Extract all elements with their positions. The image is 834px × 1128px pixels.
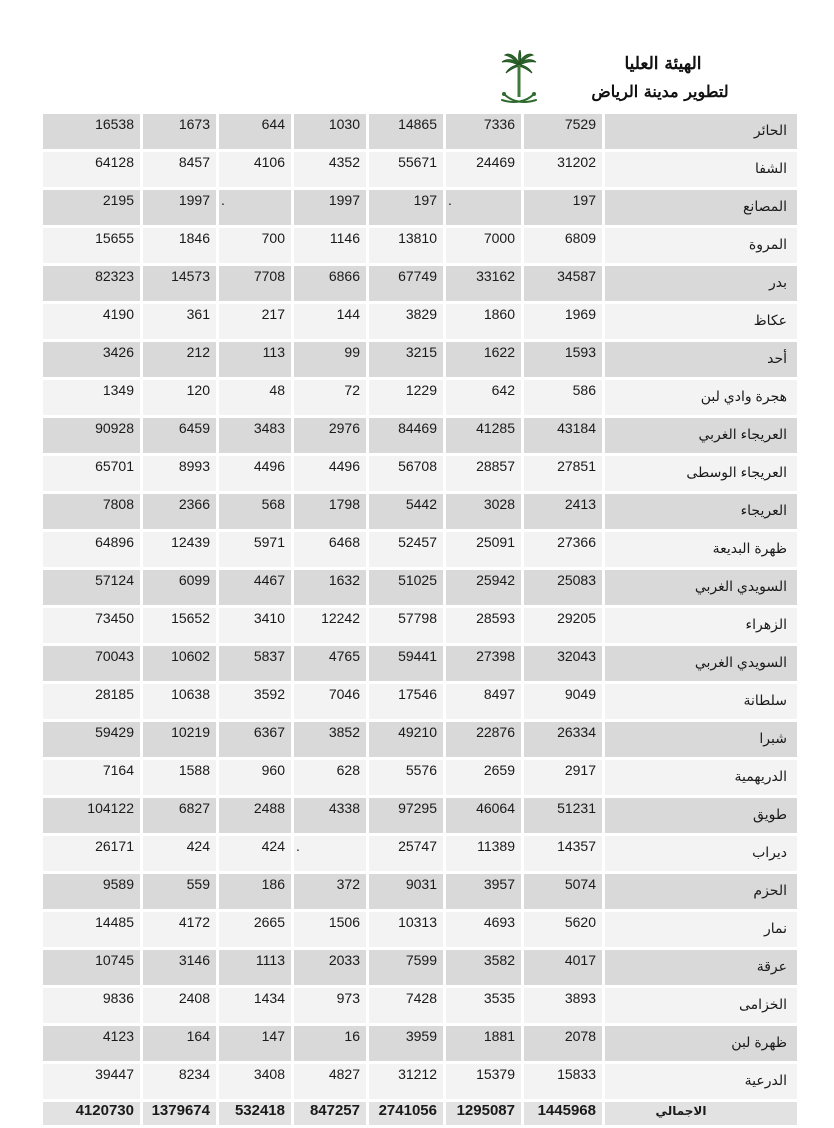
cell-value: 8497 (446, 684, 521, 719)
cell-value: 28593 (446, 608, 521, 643)
cell-value: 15655 (43, 228, 140, 263)
logo-title-line2: لتطوير مدينة الرياض (591, 82, 729, 101)
cell-value: 64128 (43, 152, 140, 187)
cell-value: 4352 (294, 152, 366, 187)
district-name: الحزم (605, 874, 797, 909)
cell-value: 59441 (369, 646, 443, 681)
cell-value: 9031 (369, 874, 443, 909)
district-name: شبرا (605, 722, 797, 757)
table-row (43, 760, 797, 795)
cell-value: 2665 (219, 912, 291, 947)
district-name: المروة (605, 228, 797, 263)
cell-value: 31212 (369, 1064, 443, 1099)
table-row (43, 912, 797, 947)
cell-value: 11389 (446, 836, 521, 871)
cell-value: 39447 (43, 1064, 140, 1099)
cell-value: 10638 (143, 684, 216, 719)
cell-value: 70043 (43, 646, 140, 681)
cell-value: 14357 (524, 836, 602, 871)
table-row (43, 608, 797, 643)
cell-value: 7808 (43, 494, 140, 529)
cell-value: 1673 (143, 114, 216, 149)
cell-value: 34587 (524, 266, 602, 301)
cell-value: 3535 (446, 988, 521, 1023)
table-row (43, 722, 797, 757)
cell-value: 4827 (294, 1064, 366, 1099)
table-row (43, 1026, 797, 1061)
table-row (43, 836, 797, 871)
cell-value: 4338 (294, 798, 366, 833)
district-name: عرقة (605, 950, 797, 985)
cell-value: 4496 (294, 456, 366, 491)
cell-value: 10313 (369, 912, 443, 947)
cell-value: 72 (294, 380, 366, 415)
cell-value: 6459 (143, 418, 216, 453)
cell-value: 1846 (143, 228, 216, 263)
cell-value: 26171 (43, 836, 140, 871)
cell-value: 28185 (43, 684, 140, 719)
cell-value: 27398 (446, 646, 521, 681)
cell-value: 7164 (43, 760, 140, 795)
cell-value: 4467 (219, 570, 291, 605)
cell-value: 4496 (219, 456, 291, 491)
cell-value: 10602 (143, 646, 216, 681)
cell-value: 15833 (524, 1064, 602, 1099)
cell-value: 6367 (219, 722, 291, 757)
cell-value: 28857 (446, 456, 521, 491)
cell-value: 13810 (369, 228, 443, 263)
cell-value: 104122 (43, 798, 140, 833)
cell-value: 372 (294, 874, 366, 909)
cell-value: 57124 (43, 570, 140, 605)
table-row (43, 418, 797, 453)
cell-value: 7708 (219, 266, 291, 301)
cell-value: 46064 (446, 798, 521, 833)
cell-value: 51025 (369, 570, 443, 605)
cell-value: 6468 (294, 532, 366, 567)
table-row (43, 380, 797, 415)
cell-value: 1881 (446, 1026, 521, 1061)
cell-value: 4190 (43, 304, 140, 339)
cell-value: 33162 (446, 266, 521, 301)
cell-value: 4172 (143, 912, 216, 947)
cell-value: 2033 (294, 950, 366, 985)
cell-value: 147 (219, 1026, 291, 1061)
cell-value: 26334 (524, 722, 602, 757)
district-name: ديراب (605, 836, 797, 871)
table-row (43, 874, 797, 909)
cell-value: 32043 (524, 646, 602, 681)
cell-value: 120 (143, 380, 216, 415)
cell-value: 1632 (294, 570, 366, 605)
cell-value: 5442 (369, 494, 443, 529)
district-name: الشفا (605, 152, 797, 187)
cell-value: 82323 (43, 266, 140, 301)
cell-value: 99 (294, 342, 366, 377)
total-label: الاجمالي (605, 1102, 797, 1125)
cell-value: 644 (219, 114, 291, 149)
cell-value: 847257 (294, 1102, 366, 1125)
cell-value: 8234 (143, 1064, 216, 1099)
cell-value: 144 (294, 304, 366, 339)
cell-value: 3582 (446, 950, 521, 985)
cell-value: 15652 (143, 608, 216, 643)
district-name: العريجاء الوسطى (605, 456, 797, 491)
cell-value: 5837 (219, 646, 291, 681)
table-row (43, 228, 797, 263)
district-name: ظهرة البديعة (605, 532, 797, 567)
district-name: الخزامى (605, 988, 797, 1023)
cell-value: 67749 (369, 266, 443, 301)
cell-value: 3829 (369, 304, 443, 339)
table-row (43, 114, 797, 149)
cell-value: 9836 (43, 988, 140, 1023)
logo-title-line1: الهيئة العليا (624, 54, 702, 74)
cell-value: 25083 (524, 570, 602, 605)
cell-value: 31202 (524, 152, 602, 187)
cell-value: 4765 (294, 646, 366, 681)
statistics-table (40, 111, 800, 1128)
cell-value: 197 (524, 190, 602, 225)
cell-value: 49210 (369, 722, 443, 757)
cell-value: 532418 (219, 1102, 291, 1125)
cell-value: 1969 (524, 304, 602, 339)
table-row (43, 190, 797, 225)
cell-value: 1997 (143, 190, 216, 225)
cell-value: . (219, 190, 291, 225)
district-name: الدريهمية (605, 760, 797, 795)
cell-value: 25942 (446, 570, 521, 605)
district-name: السويدي الغربي (605, 570, 797, 605)
cell-value: 12439 (143, 532, 216, 567)
cell-value: 5576 (369, 760, 443, 795)
district-name: عكاظ (605, 304, 797, 339)
cell-value: 7599 (369, 950, 443, 985)
table-row (43, 342, 797, 377)
cell-value: 186 (219, 874, 291, 909)
cell-value: 65701 (43, 456, 140, 491)
cell-value: 1798 (294, 494, 366, 529)
cell-value: 48 (219, 380, 291, 415)
cell-value: 1588 (143, 760, 216, 795)
cell-value: 3957 (446, 874, 521, 909)
cell-value: 960 (219, 760, 291, 795)
cell-value: 14865 (369, 114, 443, 149)
cell-value: 6866 (294, 266, 366, 301)
cell-value: 10745 (43, 950, 140, 985)
table-row (43, 798, 797, 833)
cell-value: 1445968 (524, 1102, 602, 1125)
cell-value: 1997 (294, 190, 366, 225)
cell-value: 1113 (219, 950, 291, 985)
cell-value: 8993 (143, 456, 216, 491)
table-row (43, 570, 797, 605)
cell-value: 700 (219, 228, 291, 263)
cell-value: 6827 (143, 798, 216, 833)
cell-value: 90928 (43, 418, 140, 453)
district-name: الزهراء (605, 608, 797, 643)
cell-value: 3592 (219, 684, 291, 719)
cell-value: 2659 (446, 760, 521, 795)
cell-value: 1229 (369, 380, 443, 415)
palm-swords-emblem-icon (498, 50, 540, 110)
district-name: الحائر (605, 114, 797, 149)
cell-value: 3483 (219, 418, 291, 453)
cell-value: 59429 (43, 722, 140, 757)
table-row (43, 646, 797, 681)
district-name: هجرة وادي لبن (605, 380, 797, 415)
cell-value: 7428 (369, 988, 443, 1023)
table-row (43, 304, 797, 339)
cell-value: 3410 (219, 608, 291, 643)
cell-value: 57798 (369, 608, 443, 643)
cell-value: 1593 (524, 342, 602, 377)
cell-value: 1434 (219, 988, 291, 1023)
cell-value: 14485 (43, 912, 140, 947)
cell-value: 73450 (43, 608, 140, 643)
district-name: ظهرة لبن (605, 1026, 797, 1061)
cell-value: 8457 (143, 152, 216, 187)
cell-value: 1030 (294, 114, 366, 149)
cell-value: 2488 (219, 798, 291, 833)
cell-value: 1146 (294, 228, 366, 263)
cell-value: 197 (369, 190, 443, 225)
cell-value: 43184 (524, 418, 602, 453)
table-row (43, 950, 797, 985)
authority-logo (498, 50, 788, 110)
cell-value: 7529 (524, 114, 602, 149)
cell-value: 29205 (524, 608, 602, 643)
cell-value: 424 (143, 836, 216, 871)
cell-value: 2413 (524, 494, 602, 529)
cell-value: 212 (143, 342, 216, 377)
cell-value: 1295087 (446, 1102, 521, 1125)
table-row (43, 988, 797, 1023)
cell-value: 51231 (524, 798, 602, 833)
table-row (43, 494, 797, 529)
cell-value: 16 (294, 1026, 366, 1061)
cell-value: 2741056 (369, 1102, 443, 1125)
cell-value: 84469 (369, 418, 443, 453)
cell-value: 1349 (43, 380, 140, 415)
cell-value: 27851 (524, 456, 602, 491)
cell-value: . (294, 836, 366, 871)
cell-value: 9589 (43, 874, 140, 909)
cell-value: 41285 (446, 418, 521, 453)
cell-value: 4123 (43, 1026, 140, 1061)
cell-value: 642 (446, 380, 521, 415)
cell-value: 5971 (219, 532, 291, 567)
cell-value: 113 (219, 342, 291, 377)
district-name: أحد (605, 342, 797, 377)
district-name: السويدي الغربي (605, 646, 797, 681)
cell-value: 2408 (143, 988, 216, 1023)
district-name: الدرعية (605, 1064, 797, 1099)
cell-value: 3426 (43, 342, 140, 377)
table-body (43, 114, 797, 1125)
cell-value: 7336 (446, 114, 521, 149)
cell-value: 2366 (143, 494, 216, 529)
cell-value: 2976 (294, 418, 366, 453)
cell-value: 6099 (143, 570, 216, 605)
cell-value: 25091 (446, 532, 521, 567)
table-row (43, 1064, 797, 1099)
cell-value: 1379674 (143, 1102, 216, 1125)
cell-value: 15379 (446, 1064, 521, 1099)
cell-value: 2917 (524, 760, 602, 795)
cell-value: 5074 (524, 874, 602, 909)
table-row (43, 684, 797, 719)
district-name: العريجاء (605, 494, 797, 529)
cell-value: 17546 (369, 684, 443, 719)
cell-value: 586 (524, 380, 602, 415)
cell-value: 56708 (369, 456, 443, 491)
cell-value: 4106 (219, 152, 291, 187)
cell-value: 7000 (446, 228, 521, 263)
cell-value: 3028 (446, 494, 521, 529)
cell-value: 24469 (446, 152, 521, 187)
cell-value: 164 (143, 1026, 216, 1061)
cell-value: 973 (294, 988, 366, 1023)
cell-value: 12242 (294, 608, 366, 643)
cell-value: 4017 (524, 950, 602, 985)
cell-value: 3408 (219, 1064, 291, 1099)
cell-value: 64896 (43, 532, 140, 567)
district-name: بدر (605, 266, 797, 301)
cell-value: 3215 (369, 342, 443, 377)
cell-value: 16538 (43, 114, 140, 149)
cell-value: 22876 (446, 722, 521, 757)
cell-value: . (446, 190, 521, 225)
district-name: سلطانة (605, 684, 797, 719)
cell-value: 97295 (369, 798, 443, 833)
cell-value: 55671 (369, 152, 443, 187)
cell-value: 568 (219, 494, 291, 529)
district-name: نمار (605, 912, 797, 947)
cell-value: 361 (143, 304, 216, 339)
district-name: طويق (605, 798, 797, 833)
cell-value: 2195 (43, 190, 140, 225)
table-row (43, 152, 797, 187)
cell-value: 25747 (369, 836, 443, 871)
cell-value: 3893 (524, 988, 602, 1023)
total-row (43, 1102, 797, 1125)
cell-value: 628 (294, 760, 366, 795)
cell-value: 4693 (446, 912, 521, 947)
cell-value: 5620 (524, 912, 602, 947)
cell-value: 9049 (524, 684, 602, 719)
cell-value: 4120730 (43, 1102, 140, 1125)
cell-value: 1506 (294, 912, 366, 947)
cell-value: 14573 (143, 266, 216, 301)
cell-value: 217 (219, 304, 291, 339)
table-row (43, 456, 797, 491)
cell-value: 2078 (524, 1026, 602, 1061)
cell-value: 52457 (369, 532, 443, 567)
cell-value: 559 (143, 874, 216, 909)
cell-value: 424 (219, 836, 291, 871)
cell-value: 3959 (369, 1026, 443, 1061)
cell-value: 6809 (524, 228, 602, 263)
cell-value: 10219 (143, 722, 216, 757)
cell-value: 1622 (446, 342, 521, 377)
district-name: المصانع (605, 190, 797, 225)
cell-value: 7046 (294, 684, 366, 719)
table-row (43, 532, 797, 567)
cell-value: 27366 (524, 532, 602, 567)
district-name: العريجاء الغربي (605, 418, 797, 453)
cell-value: 1860 (446, 304, 521, 339)
table-row (43, 266, 797, 301)
cell-value: 3852 (294, 722, 366, 757)
cell-value: 3146 (143, 950, 216, 985)
